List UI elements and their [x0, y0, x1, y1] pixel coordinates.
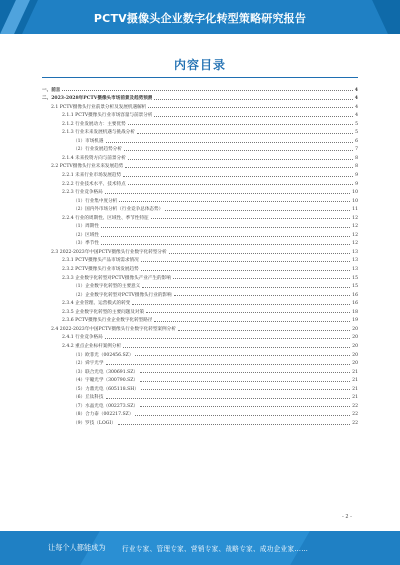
toc-entry[interactable]: [42, 281, 358, 290]
toc-entry-page: 4: [354, 87, 358, 93]
toc-leader-dots: [128, 159, 353, 160]
toc-entry[interactable]: [42, 289, 358, 298]
toc-entry[interactable]: [42, 238, 358, 247]
toc-entry-title: （5）力鼎光电（605118.SH）: [73, 386, 139, 392]
toc-leader-dots: [101, 236, 350, 237]
toc-entry-title: （6）丘钛科技: [73, 395, 104, 401]
footer-slogan: 让每个人都能成为: [48, 543, 106, 552]
toc-entry-page: 18: [352, 309, 358, 315]
toc-leader-dots: [132, 304, 350, 305]
toc-entry-title: 2.1.2 行业发展动力：主要优势: [62, 121, 126, 127]
toc-leader-dots: [173, 278, 350, 279]
toc-entry-page: 10: [352, 198, 358, 204]
toc-entry[interactable]: [42, 375, 358, 384]
toc-entry-title: （3）联合光电（300691.SZ）: [73, 369, 139, 375]
toc-entry-title: （3）季节性: [73, 241, 99, 247]
toc-entry[interactable]: [42, 358, 358, 367]
table-of-contents: [42, 84, 358, 426]
toc-entry[interactable]: [42, 204, 358, 213]
toc-leader-dots: [154, 116, 353, 117]
toc-entry-page: 4: [354, 96, 358, 102]
toc-entry-page: 12: [352, 224, 358, 230]
toc-entry-title: （1）企业数字化转型的主要意义: [73, 284, 141, 290]
toc-leader-dots: [123, 176, 353, 177]
toc-entry[interactable]: [42, 212, 358, 221]
toc-entry-page: 20: [352, 352, 358, 358]
toc-entry-page: 12: [352, 232, 358, 238]
toc-entry[interactable]: [42, 366, 358, 375]
toc-leader-dots: [125, 167, 353, 168]
toc-leader-dots: [178, 330, 350, 331]
toc-entry-page: 10: [352, 190, 358, 196]
toc-leader-dots: [174, 295, 351, 296]
toc-entry[interactable]: [42, 187, 358, 196]
toc-entry[interactable]: [42, 255, 358, 264]
toc-entry-page: 8: [355, 164, 358, 170]
toc-entry-page: 22: [352, 403, 358, 409]
toc-leader-dots: [169, 253, 351, 254]
toc-entry-title: 2.1.3 行业未来发展机遇与挑战分析: [62, 130, 135, 136]
toc-entry[interactable]: [42, 110, 358, 119]
toc-entry[interactable]: [42, 195, 358, 204]
toc-leader-dots: [148, 107, 353, 108]
toc-leader-dots: [140, 372, 350, 373]
toc-leader-dots: [106, 142, 354, 143]
toc-entry-page: 6: [355, 138, 358, 144]
toc-entry[interactable]: [42, 298, 358, 307]
toc-entry-title: 2.2 PCTV摄像头行业未来发展趋势: [51, 164, 124, 170]
toc-entry[interactable]: [42, 409, 358, 418]
toc-entry-page: 13: [352, 258, 358, 264]
toc-entry-title: （2）国内外市场分析（行业竞争总体态势）: [73, 207, 164, 213]
toc-entry[interactable]: [42, 400, 358, 409]
toc-entry[interactable]: [42, 315, 358, 324]
toc-entry[interactable]: [42, 383, 358, 392]
toc-entry[interactable]: [42, 152, 358, 161]
toc-entry-page: 5: [355, 121, 358, 127]
toc-entry-page: 22: [352, 412, 358, 418]
toc-leader-dots: [128, 184, 353, 185]
toc-entry-page: 16: [352, 292, 358, 298]
toc-leader-dots: [151, 218, 350, 219]
toc-entry-title: （2）行业发展趋势分析: [73, 147, 122, 153]
toc-entry-page: 21: [352, 386, 358, 392]
toc-entry-title: 2.2.4 行业的周期性、区域性、季节性特征: [62, 215, 149, 221]
toc-entry[interactable]: [42, 84, 358, 93]
toc-leader-dots: [154, 99, 352, 100]
toc-entry[interactable]: [42, 323, 358, 332]
toc-entry-page: 16: [352, 301, 358, 307]
toc-entry-title: （1）周期性: [73, 224, 99, 230]
toc-leader-dots: [142, 287, 350, 288]
toc-entry[interactable]: [42, 417, 358, 426]
toc-entry[interactable]: [42, 127, 358, 136]
toc-entry-title: （7）水晶光电（002273.SZ）: [73, 403, 139, 409]
toc-entry-page: 20: [352, 326, 358, 332]
toc-entry[interactable]: [42, 161, 358, 170]
toc-entry-title: （2）企业数字化转型对PCTV摄像头行业的影响: [73, 292, 172, 298]
toc-entry-page: 19: [352, 318, 358, 324]
toc-entry-title: 2.1 PCTV摄像头行业前景分析及发展机遇解析: [51, 104, 147, 110]
toc-leader-dots: [62, 90, 352, 91]
toc-entry-page: 22: [352, 420, 358, 426]
toc-entry-title: （1）行业集中度分析: [73, 198, 118, 204]
toc-entry-title: 2.3 2022-2023年中国PCTV摄像头行业数字化转型分析: [51, 249, 167, 255]
toc-entry[interactable]: [42, 332, 358, 341]
toc-entry-title: （4）宇瞳光学（300790.SZ）: [73, 378, 139, 384]
toc-divider: [42, 77, 358, 78]
toc-entry-title: 2.4.2 重点企业标杆案例分析: [62, 343, 122, 349]
toc-leader-dots: [106, 364, 351, 365]
report-title: PCTV摄像头企业数字化转型策略研究报告: [93, 12, 307, 25]
toc-entry-page: 20: [352, 343, 358, 349]
toc-entry[interactable]: [42, 392, 358, 401]
toc-entry-page: 13: [352, 267, 358, 273]
toc-entry-title: 2.3.4 企业管理、运营模式的转变: [62, 301, 131, 307]
footer-roles: 行业专家、管理专家、营销专家、战略专家、成功企业家……: [122, 545, 309, 553]
toc-entry-page: 9: [355, 181, 358, 187]
toc-entry[interactable]: [42, 118, 358, 127]
page-number: - 2 -: [342, 514, 352, 520]
toc-entry-page: 4: [355, 104, 358, 110]
toc-entry-title: 二、2023-2028年PCTV摄像头市场前景及趋势预测: [42, 96, 153, 102]
toc-entry-title: （1）市场机遇: [73, 138, 104, 144]
toc-entry[interactable]: [42, 178, 358, 187]
report-footer: [0, 531, 400, 565]
toc-entry-page: 9: [355, 173, 358, 179]
toc-entry-title: 一、前言: [42, 87, 61, 93]
toc-entry-page: 12: [352, 241, 358, 247]
toc-leader-dots: [141, 270, 350, 271]
toc-entry[interactable]: [42, 263, 358, 272]
toc-entry[interactable]: [42, 135, 358, 144]
toc-entry-title: 2.1.4 未来投资方向与前景分析: [62, 155, 126, 161]
toc-entry[interactable]: [42, 246, 358, 255]
toc-entry-page: 21: [352, 395, 358, 401]
toc-leader-dots: [101, 227, 350, 228]
toc-entry-page: 12: [352, 215, 358, 221]
toc-entry-page: 21: [352, 369, 358, 375]
toc-entry[interactable]: [42, 340, 358, 349]
toc-leader-dots: [146, 312, 350, 313]
toc-entry-page: 8: [355, 155, 358, 161]
toc-leader-dots: [154, 321, 350, 322]
toc-leader-dots: [105, 338, 350, 339]
toc-entry[interactable]: [42, 229, 358, 238]
toc-leader-dots: [135, 355, 350, 356]
toc-leader-dots: [101, 244, 350, 245]
toc-leader-dots: [141, 261, 350, 262]
toc-entry[interactable]: [42, 169, 358, 178]
toc-leader-dots: [141, 389, 350, 390]
toc-entry-page: 15: [352, 275, 358, 281]
toc-entry-title: 2.4.1 行业竞争格局: [62, 335, 103, 341]
toc-entry-title: （9）罗技（LOGI）: [73, 420, 116, 426]
toc-entry-page: 20: [352, 335, 358, 341]
toc-entry-title: （1）欧菲光（002456.SZ）: [73, 352, 134, 358]
toc-entry-title: 2.3.2 PCTV摄像头行业市场发展趋势: [62, 267, 139, 273]
toc-leader-dots: [135, 415, 350, 416]
toc-entry[interactable]: [42, 306, 358, 315]
toc-entry-title: （2）舜宇光学: [73, 361, 104, 367]
toc-entry-page: 5: [355, 130, 358, 136]
toc-entry-page: 7: [355, 147, 358, 153]
toc-entry-title: 2.3.5 企业数字化转型的主要问题及对策: [62, 309, 145, 315]
toc-leader-dots: [140, 406, 350, 407]
report-header: [0, 0, 400, 34]
toc-entry-title: 2.2.1 未来行业市场发展趋势: [62, 173, 122, 179]
toc-leader-dots: [137, 133, 353, 134]
toc-entry-page: 11: [352, 207, 358, 213]
toc-entry-title: （8）合力泰（002217.SZ）: [73, 412, 134, 418]
toc-entry[interactable]: [42, 101, 358, 110]
toc-entry[interactable]: [42, 93, 358, 102]
toc-entry-title: 2.3.6 PCTV摄像头行业企业数字化转型路径: [62, 318, 153, 324]
toc-heading: 内容目录: [173, 58, 226, 72]
toc-leader-dots: [165, 210, 350, 211]
toc-entry-page: 4: [355, 113, 358, 119]
toc-leader-dots: [105, 193, 350, 194]
toc-entry-page: 13: [352, 249, 358, 255]
toc-entry[interactable]: [42, 144, 358, 153]
toc-leader-dots: [140, 381, 350, 382]
toc-entry-title: （2）区域性: [73, 232, 99, 238]
toc-leader-dots: [119, 201, 350, 202]
toc-leader-dots: [106, 398, 351, 399]
toc-entry-title: 2.2.3 行业竞争格局: [62, 190, 103, 196]
toc-entry-title: 2.3.3 企业数字化转型对PCTV摄像头产业产生的影响: [62, 275, 171, 281]
toc-leader-dots: [118, 424, 350, 425]
toc-entry-page: 15: [352, 284, 358, 290]
toc-leader-dots: [128, 124, 353, 125]
toc-leader-dots: [123, 347, 350, 348]
toc-entry[interactable]: [42, 349, 358, 358]
toc-entry-title: 2.4 2022-2023年中国PCTV摄像头行业数字化转型案例分析: [51, 326, 176, 332]
toc-entry[interactable]: [42, 221, 358, 230]
toc-entry-title: 2.1.1 PCTV摄像头行业市场容量与前景分析: [62, 113, 153, 119]
toc-entry-title: 2.2.2 行业技术水平、技术特点: [62, 181, 126, 187]
toc-entry-page: 20: [352, 361, 358, 367]
toc-entry-page: 21: [352, 378, 358, 384]
toc-leader-dots: [124, 150, 353, 151]
toc-entry-title: 2.3.1 PCTV摄像头产品市场需求情况: [62, 258, 139, 264]
toc-entry[interactable]: [42, 272, 358, 281]
